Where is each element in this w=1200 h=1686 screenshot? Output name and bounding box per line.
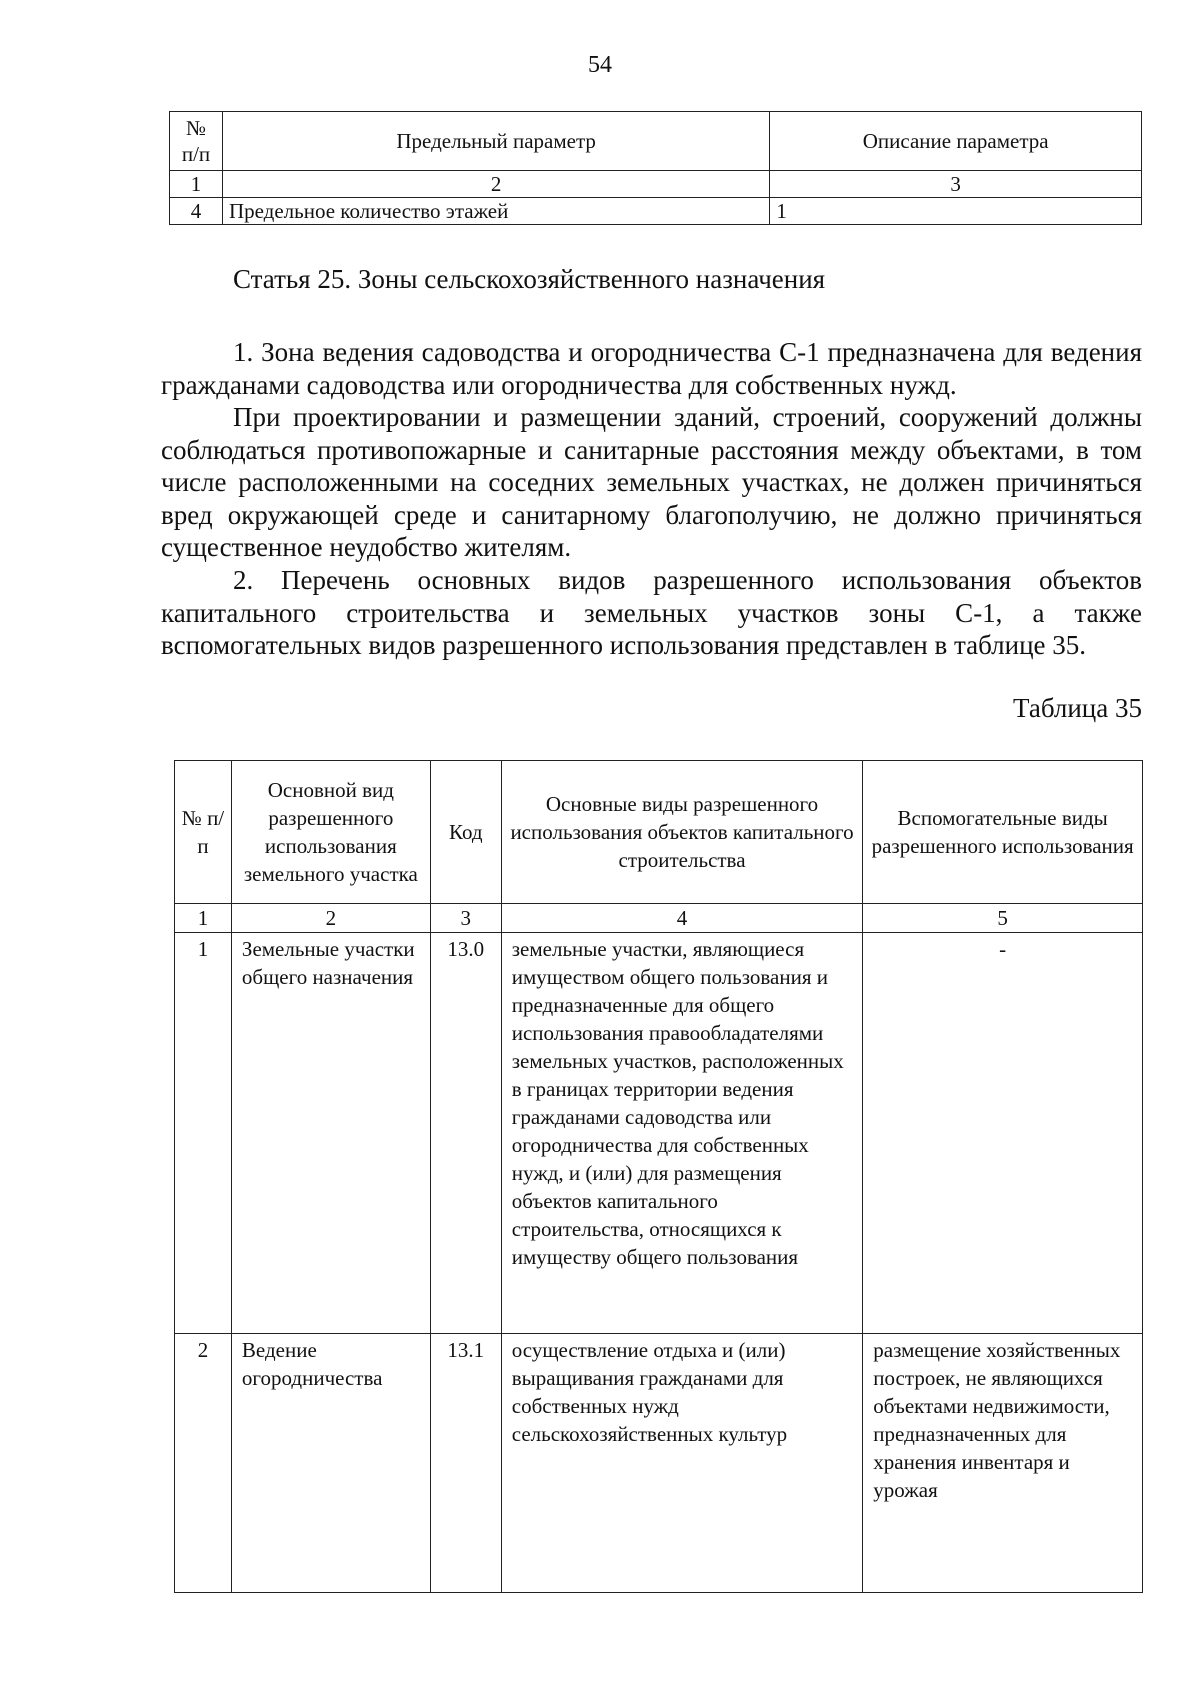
- column-number: 1: [170, 171, 223, 198]
- aux-use-cell: размещение хозяйственных построек, не являющихся объектами недвижимости, предназначенных для хранения инвентаря и урожая: [863, 1334, 1143, 1593]
- column-number: 2: [222, 171, 769, 198]
- column-number: 5: [863, 904, 1143, 933]
- row-number: 4: [170, 198, 223, 225]
- column-number-row: [170, 171, 1142, 198]
- column-number: 2: [231, 904, 430, 933]
- page-number: 54: [588, 52, 612, 78]
- column-number: 3: [770, 171, 1142, 198]
- permitted-use-table: [174, 760, 1143, 1593]
- table-row: [175, 933, 1143, 1334]
- header-number: № п/п: [170, 112, 223, 171]
- main-use-cell: осуществление отдыха и (или) выращивания гражданами для собственных нужд сельскохозяйственных культур: [501, 1334, 863, 1593]
- paragraph: При проектировании и размещении зданий, строений, сооружений должны соблюдаться противопожарные и санитарные расстояния между объектами, в том числе расположенными на соседних земельных участках, не должен причиняться вред окружающей среде и санитарному благополучию, не должно причиняться существенное неудобство жителям.: [161, 402, 1142, 562]
- header-aux-use: Вспомогательные виды разрешенного использования: [863, 761, 1143, 904]
- code-cell: 13.0: [430, 933, 501, 1334]
- column-number: 4: [501, 904, 863, 933]
- table-header-row: [170, 112, 1142, 171]
- limit-parameters-table: [169, 111, 1142, 225]
- header-number: № п/п: [175, 761, 232, 904]
- header-description: Описание параметра: [770, 112, 1142, 171]
- land-use-cell: Ведение огородничества: [231, 1334, 430, 1593]
- header-main-use: Основные виды разрешенного использования объектов капитального строительства: [501, 761, 863, 904]
- row-number: 1: [175, 933, 232, 1334]
- column-number: 1: [175, 904, 232, 933]
- table-header-row: [175, 761, 1143, 904]
- article-heading: Статья 25. Зоны сельскохозяйственного назначения: [233, 264, 826, 294]
- column-number-row: [175, 904, 1143, 933]
- aux-use-cell: -: [863, 933, 1143, 1334]
- table-row: [175, 1334, 1143, 1593]
- header-parameter: Предельный параметр: [222, 112, 769, 171]
- code-cell: 13.1: [430, 1334, 501, 1593]
- paragraph: 1. Зона ведения садоводства и огородничества С-1 предназначена для ведения гражданами садоводства или огородничества для собственных нужд.: [161, 337, 1142, 400]
- row-number: 2: [175, 1334, 232, 1593]
- land-use-cell: Земельные участки общего назначения: [231, 933, 430, 1334]
- header-code: Код: [430, 761, 501, 904]
- column-number: 3: [430, 904, 501, 933]
- paragraph: 2. Перечень основных видов разрешенного использования объектов капитального строительства и земельных участков зоны С-1, а также вспомогательных видов разрешенного использования представлен в таблице 35.: [161, 565, 1142, 660]
- parameter-cell: Предельное количество этажей: [222, 198, 769, 225]
- table-row: [170, 198, 1142, 225]
- table-label: Таблица 35: [1013, 693, 1142, 723]
- description-cell: 1: [770, 198, 1142, 225]
- header-land-use: Основной вид разрешенного использования земельного участка: [231, 761, 430, 904]
- main-use-cell: земельные участки, являющиеся имуществом общего пользования и предназначенные для общего использования правообладателями земельных участков, расположенных в границах территории ведения гражданами садоводства или огородничества для собственных нужд, и (или) для размещения объектов капитального строительства, относящихся к имуществу общего пользования: [501, 933, 863, 1334]
